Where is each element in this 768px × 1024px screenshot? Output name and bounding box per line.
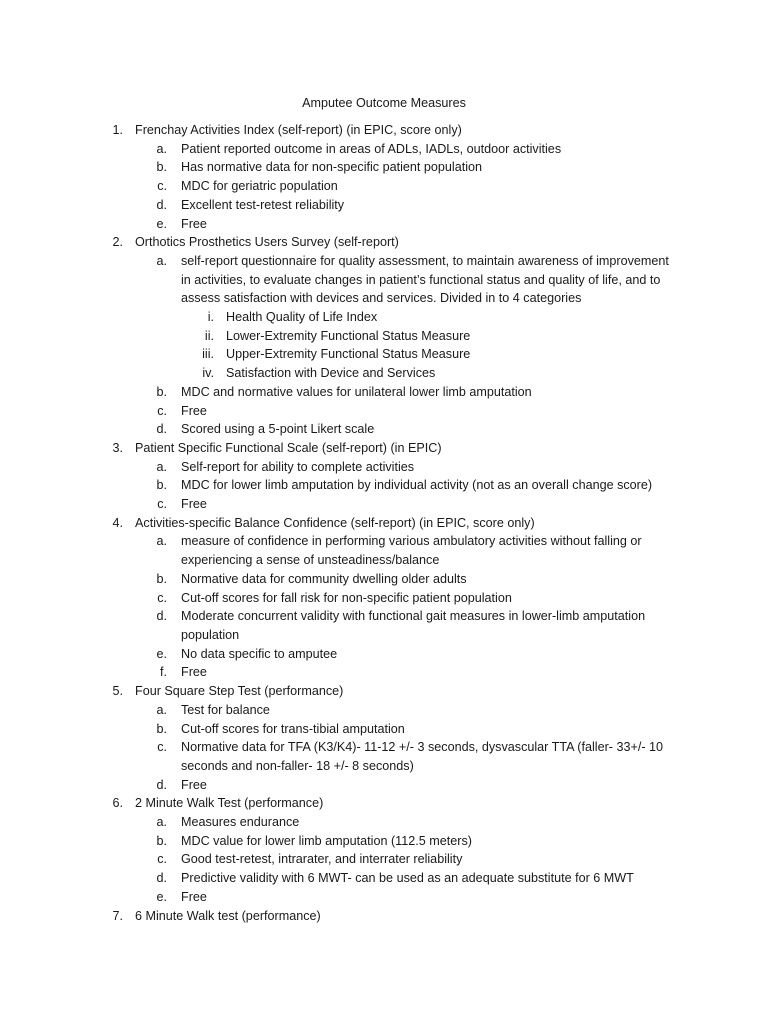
- lettered-item-marker: b.: [156, 571, 167, 586]
- numbered-item-marker: 6.: [112, 796, 123, 811]
- lettered-item: [0, 532, 768, 569]
- document-title: Amputee Outcome Measures: [302, 96, 466, 110]
- numbered-item-marker: 2.: [112, 235, 123, 250]
- roman-item-marker: iii.: [202, 347, 214, 362]
- numbered-item-text: Activities-specific Balance Confidence (self-report) (in EPIC, score only): [135, 515, 535, 530]
- lettered-item-text: Predictive validity with 6 MWT- can be used as an adequate substitute for 6 MWT: [181, 871, 634, 886]
- lettered-item-marker: a.: [156, 702, 167, 717]
- document-body: [0, 121, 768, 925]
- lettered-item: [0, 663, 768, 682]
- roman-item: [0, 345, 768, 364]
- lettered-item: [0, 832, 768, 851]
- lettered-item-marker: a.: [156, 141, 167, 156]
- lettered-item-text: Cut-off scores for trans-tibial amputation: [181, 721, 405, 736]
- lettered-item-text: MDC for geriatric population: [181, 179, 338, 194]
- lettered-item-marker: c.: [157, 852, 167, 867]
- numbered-item-marker: 1.: [112, 123, 123, 137]
- numbered-item: [0, 682, 768, 701]
- lettered-item: [0, 252, 768, 308]
- lettered-item-text: measure of confidence in performing various ambulatory activities without falling or experiencing a sense of unsteadiness/balance: [181, 534, 642, 568]
- numbered-item-marker: 3.: [112, 440, 123, 455]
- lettered-item-marker: a.: [156, 459, 167, 474]
- lettered-item-text: Free: [181, 777, 207, 792]
- roman-item-text: Upper-Extremity Functional Status Measure: [226, 347, 471, 362]
- lettered-item-text: Free: [181, 889, 207, 904]
- lettered-item: [0, 607, 768, 644]
- numbered-item: [0, 439, 768, 458]
- numbered-item-text: Orthotics Prosthetics Users Survey (self-report): [135, 235, 399, 250]
- lettered-item-text: Normative data for TFA (K3/K4)- 11-12 +/- 3 seconds, dysvascular TTA (faller- 33+/- 10 seconds and non-faller- 18 +/- 8 seconds): [181, 740, 664, 773]
- lettered-item-marker: c.: [157, 403, 167, 418]
- lettered-item: [0, 495, 768, 514]
- numbered-item: [0, 121, 768, 140]
- lettered-item-marker: c.: [157, 740, 167, 755]
- lettered-item-text: Moderate concurrent validity with functional gait measures in lower-limb amputation population: [181, 609, 646, 642]
- lettered-item: [0, 813, 768, 832]
- lettered-item-marker: e.: [156, 646, 167, 661]
- lettered-item: [0, 140, 768, 159]
- lettered-item-marker: d.: [156, 777, 167, 792]
- lettered-item-text: Self-report for ability to complete activities: [181, 459, 415, 474]
- lettered-item: [0, 720, 768, 739]
- lettered-item-text: Excellent test-retest reliability: [181, 197, 345, 212]
- lettered-item: [0, 738, 768, 775]
- lettered-item-marker: e.: [156, 216, 167, 231]
- numbered-item: [0, 233, 768, 252]
- lettered-item-marker: b.: [156, 160, 167, 175]
- numbered-item-marker: 4.: [112, 515, 123, 530]
- lettered-item: [0, 196, 768, 215]
- roman-item-marker: i.: [207, 310, 214, 325]
- lettered-item: [0, 850, 768, 869]
- roman-item-text: Satisfaction with Device and Services: [226, 366, 436, 381]
- lettered-item: [0, 158, 768, 177]
- lettered-item-text: Free: [181, 403, 207, 418]
- lettered-item-marker: b.: [156, 478, 167, 493]
- lettered-item-marker: b.: [156, 384, 167, 399]
- lettered-item-marker: c.: [157, 497, 167, 512]
- roman-item-text: Health Quality of Life Index: [226, 310, 378, 325]
- lettered-item-marker: a.: [156, 253, 167, 268]
- numbered-item-text: Frenchay Activities Index (self-report) (in EPIC, score only): [135, 123, 462, 137]
- lettered-item-text: Free: [181, 665, 207, 680]
- lettered-item-text: Test for balance: [181, 702, 270, 717]
- numbered-item: [0, 514, 768, 533]
- lettered-item-text: Free: [181, 497, 207, 512]
- roman-item: [0, 364, 768, 383]
- lettered-item-marker: d.: [156, 422, 167, 437]
- lettered-item-text: MDC for lower limb amputation by individual activity (not as an overall change score): [181, 478, 653, 493]
- numbered-item-text: 2 Minute Walk Test (performance): [135, 796, 324, 811]
- lettered-item: [0, 476, 768, 495]
- roman-item: [0, 327, 768, 346]
- roman-item-marker: iv.: [202, 366, 214, 381]
- lettered-item-marker: f.: [160, 665, 167, 680]
- lettered-item-text: Scored using a 5-point Likert scale: [181, 422, 375, 437]
- lettered-item-text: Free: [181, 216, 207, 231]
- roman-item: [0, 308, 768, 327]
- lettered-item: [0, 701, 768, 720]
- lettered-item-text: No data specific to amputee: [181, 646, 338, 661]
- lettered-item-marker: a.: [156, 534, 167, 549]
- lettered-item-marker: e.: [156, 889, 167, 904]
- lettered-item: [0, 776, 768, 795]
- numbered-item-text: Patient Specific Functional Scale (self-report) (in EPIC): [135, 440, 442, 455]
- lettered-item: [0, 383, 768, 402]
- roman-item-text: Lower-Extremity Functional Status Measure: [226, 328, 471, 343]
- lettered-item-text: Measures endurance: [181, 815, 300, 830]
- lettered-item: [0, 570, 768, 589]
- lettered-item-text: Good test-retest, intrarater, and interrater reliability: [181, 852, 463, 867]
- lettered-item: [0, 869, 768, 888]
- lettered-item-marker: d.: [156, 609, 167, 624]
- lettered-item-text: MDC and normative values for unilateral lower limb amputation: [181, 384, 532, 399]
- lettered-item-marker: b.: [156, 833, 167, 848]
- lettered-item: [0, 888, 768, 907]
- lettered-item-marker: c.: [157, 179, 167, 194]
- lettered-item-text: Cut-off scores for fall risk for non-specific patient population: [181, 590, 512, 605]
- numbered-item-marker: 7.: [112, 908, 123, 923]
- lettered-item: [0, 402, 768, 421]
- lettered-item-text: Normative data for community dwelling older adults: [181, 571, 467, 586]
- numbered-item-text: Four Square Step Test (performance): [135, 684, 344, 699]
- lettered-item-text: Patient reported outcome in areas of ADLs, IADLs, outdoor activities: [181, 141, 562, 156]
- lettered-item-marker: b.: [156, 721, 167, 736]
- lettered-item-marker: a.: [156, 815, 167, 830]
- numbered-item-marker: 5.: [112, 684, 123, 699]
- lettered-item-text: Has normative data for non-specific patient population: [181, 160, 483, 175]
- numbered-item-text: 6 Minute Walk test (performance): [135, 908, 321, 923]
- roman-item-marker: ii.: [204, 328, 214, 343]
- lettered-item: [0, 589, 768, 608]
- lettered-item-text: MDC value for lower limb amputation (112.5 meters): [181, 833, 472, 848]
- lettered-item-marker: d.: [156, 197, 167, 212]
- lettered-item: [0, 215, 768, 234]
- numbered-item: [0, 794, 768, 813]
- numbered-item: [0, 907, 768, 926]
- lettered-item: [0, 458, 768, 477]
- lettered-item: [0, 177, 768, 196]
- lettered-item: [0, 420, 768, 439]
- lettered-item-marker: c.: [157, 590, 167, 605]
- lettered-item-marker: d.: [156, 871, 167, 886]
- lettered-item: [0, 645, 768, 664]
- lettered-item-text: self-report questionnaire for quality assessment, to maintain awareness of improvement in activities, to evaluate changes in patient’s functional status and quality of life, and to assess satisfaction with devices and services. Divided in to 4 categories: [181, 253, 669, 306]
